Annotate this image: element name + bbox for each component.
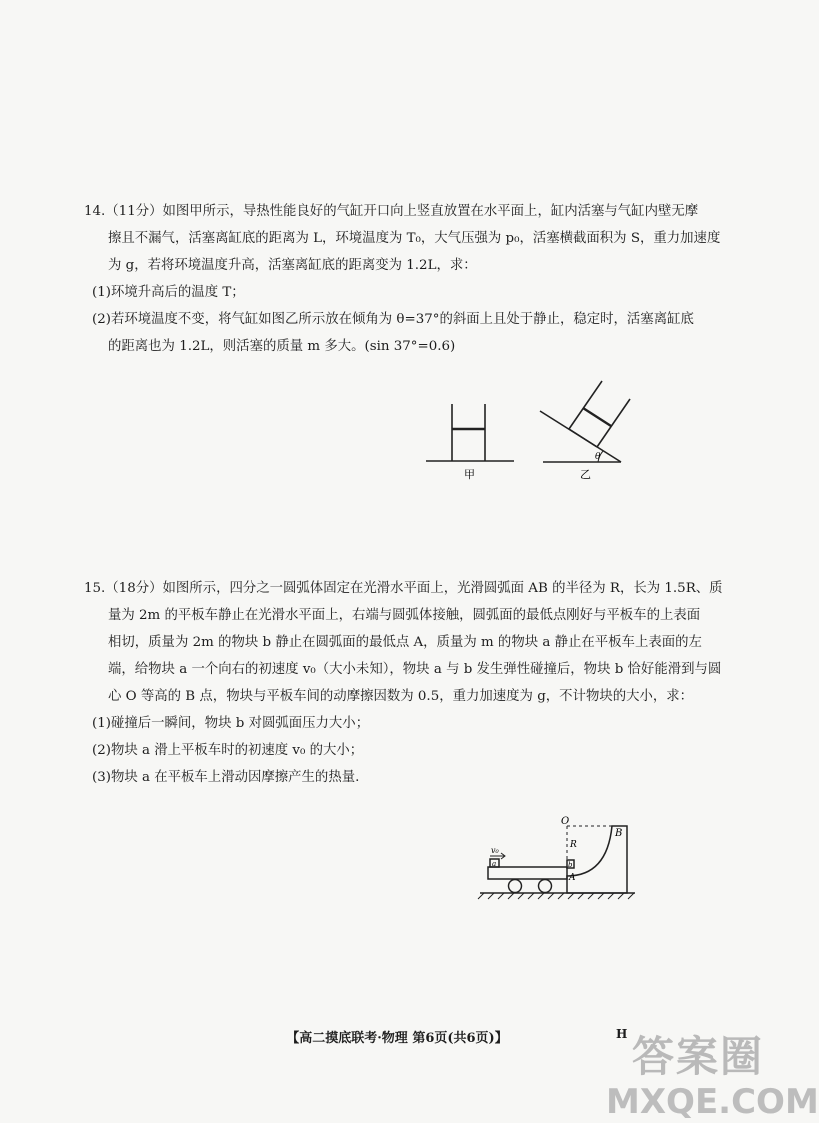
- q15-line-2: 量为 2m 的平板车静止在光滑水平面上，右端与圆弧体接触，圆弧面的最低点刚好与平板车的上表面: [108, 608, 701, 623]
- watermark-url: MXQE.COM: [606, 1082, 819, 1122]
- q14-part-2: (2)若环境温度不变，将气缸如图乙所示放在倾角为 θ=37°的斜面上且处于静止，稳定时，活塞离缸底: [92, 312, 694, 327]
- q14-line-2: 擦且不漏气，活塞离缸底的距离为 L，环境温度为 T₀，大气压强为 p₀，活塞横截面积为 S，重力加速度: [108, 231, 721, 246]
- q15-line-5: 心 O 等高的 B 点，物块与平板车间的动摩擦因数为 0.5，重力加速度为 g，不计物块的大小，求：: [108, 689, 694, 704]
- figure-yi-theta: θ: [595, 452, 601, 462]
- q14-line-1: 14.（11分）如图甲所示，导热性能良好的气缸开口向上竖直放置在水平面上，缸内活塞与气缸内壁无摩: [84, 204, 699, 219]
- label-A: A: [569, 873, 576, 883]
- label-O: O: [561, 816, 570, 827]
- q14-line-3: 为 g，若将环境温度升高，活塞离缸底的距离变为 1.2L，求：: [108, 258, 477, 273]
- cart-wheel-right: [539, 880, 552, 893]
- ground-hatching: [478, 893, 634, 899]
- cart-wheel-left: [509, 880, 522, 893]
- q14-part-2-cont: 的距离也为 1.2L，则活塞的质量 m 多大。(sin 37°=0.6): [108, 339, 456, 354]
- q15-part-2: (2)物块 a 滑上平板车时的初速度 v₀ 的大小；: [92, 743, 364, 758]
- label-b: b: [568, 861, 573, 869]
- label-a: a: [492, 860, 497, 868]
- q14-part-1: (1)环境升高后的温度 T；: [92, 285, 245, 300]
- q15-line-3: 相切，质量为 2m 的物块 b 静止在圆弧面的最低点 A，质量为 m 的物块 a 静止在平板车上表面的左: [108, 635, 702, 650]
- q15-part-1: (1)碰撞后一瞬间，物块 b 对圆弧面压力大小；: [92, 716, 370, 731]
- label-v0: v₀: [491, 846, 499, 855]
- q15-line-1: 15.（18分）如图所示，四分之一圆弧体固定在光滑水平面上，光滑圆弧面 AB 的半径为 R，长为 1.5R、质: [84, 581, 723, 596]
- q15-line-4: 端，给物块 a 一个向右的初速度 v₀（大小未知），物块 a 与 b 发生弹性碰撞后，物块 b 恰好能滑到与圆: [108, 662, 722, 677]
- page-footer: 【高二摸底联考·物理 第6页(共6页)】: [286, 1031, 508, 1046]
- flat-cart: [488, 867, 567, 879]
- label-B: B: [615, 828, 623, 839]
- figure-yi-label: 乙: [580, 468, 591, 481]
- watermark-logo: 答案圈: [632, 1032, 765, 1081]
- q15-part-3: (3)物块 a 在平板车上滑动因摩擦产生的热量.: [92, 770, 360, 785]
- label-R: R: [570, 840, 577, 850]
- figure-jia-label: 甲: [464, 468, 475, 481]
- page-mark: H: [616, 1027, 628, 1041]
